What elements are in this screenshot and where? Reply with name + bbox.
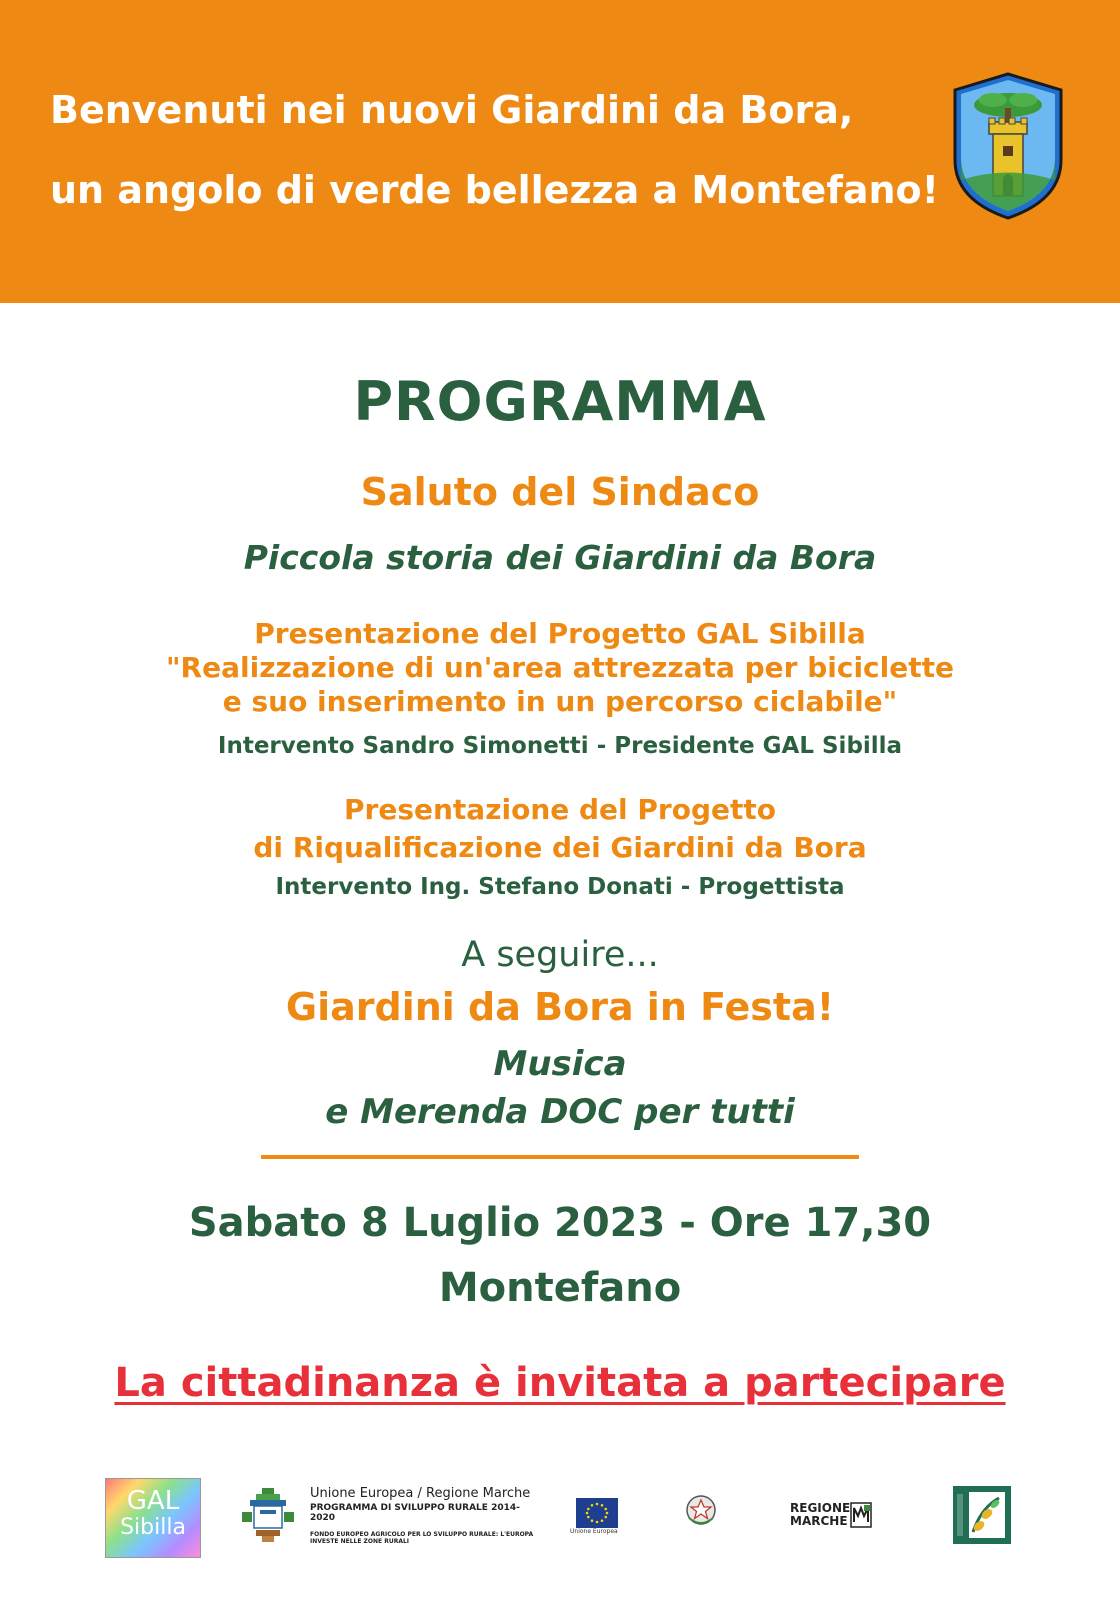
eu-label: Unione Europea <box>570 1528 618 1535</box>
gal-sibilla-logo <box>105 1478 201 1558</box>
musica-merenda <box>0 1040 1120 1136</box>
regione-marche-icon <box>850 1502 872 1528</box>
italian-emblem-icon <box>684 1492 718 1528</box>
intervento-donati: Intervento Ing. Stefano Donati - Progettista <box>275 874 845 900</box>
psr-marche-icon <box>240 1486 296 1546</box>
event-date: Sabato 8 Luglio 2023 - Ore 17,30 <box>188 1200 932 1246</box>
musica-line: Musica <box>493 1044 627 1084</box>
regione-line-2: MARCHE <box>790 1514 848 1528</box>
progetto-gal-line: Presentazione del Progetto GAL Sibilla <box>254 617 866 650</box>
programma-title: PROGRAMMA <box>353 370 767 433</box>
progetto-gal-line: "Realizzazione di un'area attrezzata per biciclette <box>165 651 955 684</box>
progetto-gal-line: e suo inserimento in un percorso ciclabile" <box>222 685 898 718</box>
header-line-1: Benvenuti nei nuovi Giardini da Bora, <box>50 88 854 132</box>
divider <box>261 1155 859 1159</box>
progetto-riqualificazione-line: Presentazione del Progetto <box>344 793 776 826</box>
a-seguire: A seguire... <box>461 935 659 975</box>
event-place: Montefano <box>438 1265 682 1311</box>
progetto-riqualificazione <box>0 791 1120 867</box>
intervento-simonetti: Intervento Sandro Simonetti - Presidente GAL Sibilla <box>217 733 903 759</box>
psr-text <box>310 1486 540 1545</box>
progetto-riqualificazione-line: di Riqualificazione dei Giardini da Bora <box>253 831 867 864</box>
psr-line-3: FONDO EUROPEO AGRICOLO PER LO SVILUPPO RURALE: L'EUROPA INVESTE NELLE ZONE RURALI <box>310 1531 534 1545</box>
saluto-sindaco: Saluto del Sindaco <box>360 470 760 514</box>
psr-line-2: PROGRAMMA DI SVILUPPO RURALE 2014-2020 <box>310 1503 520 1523</box>
gal-logo-line2: Sibilla <box>120 1515 186 1540</box>
coat-of-arms-icon <box>945 70 1071 222</box>
regione-marche-text <box>790 1502 850 1528</box>
psr-line-1: Unione Europea / Regione Marche <box>310 1486 531 1501</box>
storia-giardini: Piccola storia dei Giardini da Bora <box>243 538 877 577</box>
header-banner <box>0 0 1120 303</box>
musica-line: e Merenda DOC per tutti <box>325 1092 795 1132</box>
festa-title: Giardini da Bora in Festa! <box>285 985 835 1029</box>
gal-logo-line1: GAL <box>126 1486 180 1516</box>
invitation-text: La cittadinanza è invitata a partecipare <box>114 1360 1006 1406</box>
sponsor-logos <box>0 1470 1120 1570</box>
regione-line-1: REGIONE <box>790 1501 851 1515</box>
eu-flag-icon <box>576 1498 618 1528</box>
leader-logo-icon <box>953 1486 1011 1544</box>
header-line-2: un angolo di verde bellezza a Montefano! <box>50 168 939 212</box>
progetto-gal-sibilla <box>0 617 1120 719</box>
